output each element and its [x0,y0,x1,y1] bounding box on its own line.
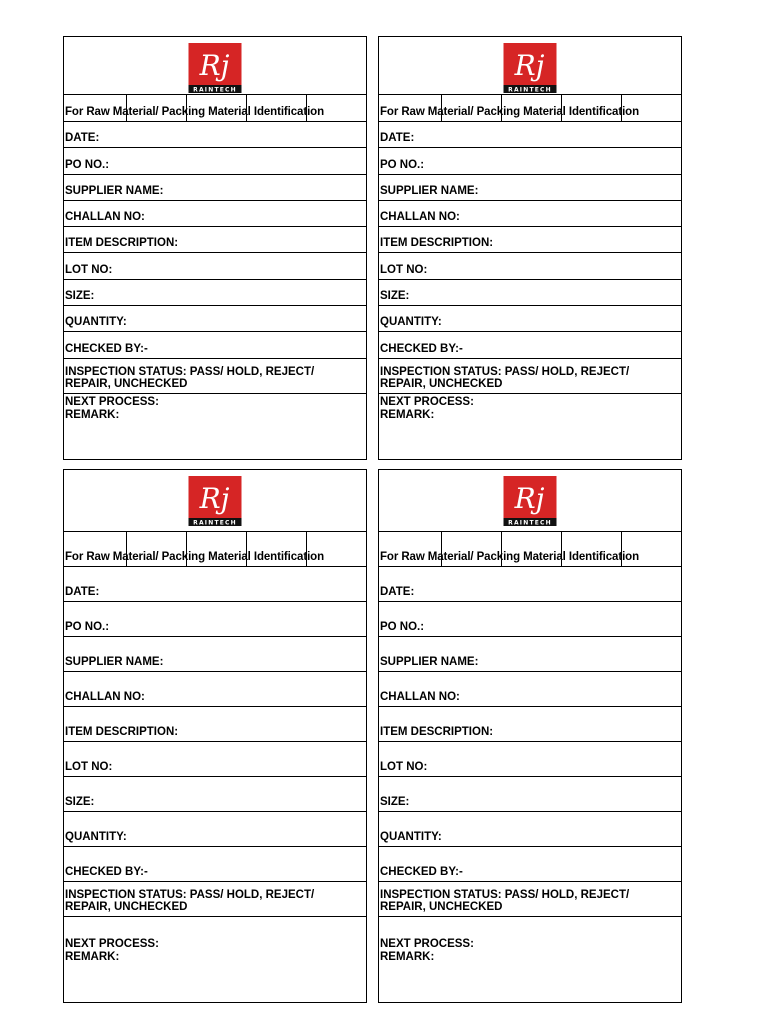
field-row[interactable] [64,175,366,201]
field-label: DATE: [380,132,415,145]
form-title-row [64,95,366,122]
field-row[interactable] [64,201,366,227]
field-row[interactable] [379,847,681,882]
field-label: ITEM DESCRIPTION: [65,237,179,250]
form-title-row [379,95,681,122]
field-label: SUPPLIER NAME: [380,656,479,668]
field-row[interactable] [64,306,366,332]
field-row[interactable] [64,847,366,882]
field-label: CHECKED BY:- [380,866,463,878]
field-row[interactable] [64,882,366,917]
field-row[interactable] [379,812,681,847]
field-row[interactable] [379,602,681,637]
field-row[interactable] [379,394,681,409]
field-row[interactable] [379,359,681,394]
field-row[interactable] [64,394,366,409]
field-label: DATE: [65,132,100,145]
field-label: NEXT PROCESS: [380,395,474,408]
field-label: NEXT PROCESS: [65,938,159,950]
field-label: ITEM DESCRIPTION: [65,726,179,738]
field-row[interactable] [379,175,681,201]
field-label: PO NO.: [65,621,110,633]
field-row[interactable] [64,707,366,742]
field-row[interactable] [379,148,681,174]
field-label: LOT NO: [65,761,113,773]
field-row[interactable] [379,253,681,279]
field-row[interactable] [64,742,366,777]
field-row[interactable] [379,672,681,707]
field-row[interactable] [379,280,681,306]
field-row[interactable] [64,253,366,279]
field-row[interactable] [64,280,366,306]
field-label: SUPPLIER NAME: [65,184,164,197]
logo-initials: Rj [199,482,230,515]
field-label: DATE: [65,586,100,598]
field-row[interactable] [379,122,681,148]
field-row[interactable] [379,332,681,358]
field-row[interactable] [379,201,681,227]
form-title: For Raw Material/ Packing Material Identification [65,106,325,118]
field-label: SIZE: [380,796,410,808]
form-title-row [379,532,681,567]
raintech-logo [504,476,557,526]
field-row[interactable] [379,742,681,777]
field-label: PO NO.: [380,621,425,633]
remark-area[interactable] [379,951,681,1004]
field-label: NEXT PROCESS: [380,938,474,950]
remark-area[interactable] [64,951,366,1004]
logo [189,43,242,98]
logo-brand: RAINTECH [193,86,237,93]
logo [504,476,557,531]
field-label: CHALLAN NO: [65,691,145,703]
field-label: INSPECTION STATUS: PASS/ HOLD, REJECT/ REPAIR, UNCHECKED [65,889,315,913]
field-row[interactable] [379,707,681,742]
field-row[interactable] [379,637,681,672]
field-row[interactable] [64,567,366,602]
field-label: ITEM DESCRIPTION: [380,237,494,250]
logo-initials: Rj [199,49,230,82]
form-title: For Raw Material/ Packing Material Identification [65,551,325,563]
field-label: ITEM DESCRIPTION: [380,726,494,738]
logo-cell [379,470,681,532]
remark-area[interactable] [379,409,681,461]
form-title: For Raw Material/ Packing Material Identification [380,106,640,118]
field-label: CHALLAN NO: [380,211,460,224]
logo-brand: RAINTECH [508,519,552,526]
remark-label: REMARK: [380,951,435,963]
field-row[interactable] [379,917,681,951]
field-row[interactable] [379,882,681,917]
field-label: SIZE: [380,290,410,303]
field-row[interactable] [64,602,366,637]
field-label: QUANTITY: [65,316,127,329]
form-title: For Raw Material/ Packing Material Identification [380,551,640,563]
field-label: SIZE: [65,796,95,808]
identification-label-card [63,36,367,460]
field-label: QUANTITY: [380,316,442,329]
field-label: CHALLAN NO: [65,211,145,224]
field-row[interactable] [379,227,681,253]
identification-label-card [378,469,682,1003]
field-label: LOT NO: [380,761,428,773]
logo [189,476,242,531]
field-row[interactable] [64,812,366,847]
field-row[interactable] [64,122,366,148]
logo-brand: RAINTECH [508,86,552,93]
field-label: SIZE: [65,290,95,303]
remark-label: REMARK: [380,408,435,421]
logo-cell [64,470,366,532]
logo-brand: RAINTECH [193,519,237,526]
logo-cell [379,37,681,95]
field-label: LOT NO: [65,263,113,276]
remark-label: REMARK: [65,408,120,421]
remark-label: REMARK: [65,951,120,963]
form-title-row [64,532,366,567]
field-row[interactable] [379,777,681,812]
field-label: QUANTITY: [380,831,442,843]
field-label: INSPECTION STATUS: PASS/ HOLD, REJECT/ REPAIR, UNCHECKED [380,889,630,913]
identification-label-card [63,469,367,1003]
field-row[interactable] [64,672,366,707]
field-label: LOT NO: [380,263,428,276]
field-label: DATE: [380,586,415,598]
field-label: INSPECTION STATUS: PASS/ HOLD, REJECT/ REPAIR, UNCHECKED [65,365,315,390]
field-row[interactable] [64,359,366,394]
field-label: CHECKED BY:- [65,342,148,355]
field-label: SUPPLIER NAME: [65,656,164,668]
field-row[interactable] [64,777,366,812]
logo-initials: Rj [514,49,545,82]
field-label: SUPPLIER NAME: [380,184,479,197]
field-row[interactable] [64,227,366,253]
logo [504,43,557,98]
logo-initials: Rj [514,482,545,515]
field-row[interactable] [64,917,366,951]
field-label: INSPECTION STATUS: PASS/ HOLD, REJECT/ REPAIR, UNCHECKED [380,365,630,390]
field-row[interactable] [64,332,366,358]
field-label: CHALLAN NO: [380,691,460,703]
raintech-logo [189,43,242,93]
raintech-logo [504,43,557,93]
raintech-logo [189,476,242,526]
field-label: CHECKED BY:- [380,342,463,355]
field-row[interactable] [379,567,681,602]
field-label: PO NO.: [380,158,425,171]
field-row[interactable] [64,637,366,672]
field-label: CHECKED BY:- [65,866,148,878]
field-row[interactable] [379,306,681,332]
field-label: PO NO.: [65,158,110,171]
remark-area[interactable] [64,409,366,461]
field-label: NEXT PROCESS: [65,395,159,408]
field-label: QUANTITY: [65,831,127,843]
logo-cell [64,37,366,95]
identification-label-card [378,36,682,460]
field-row[interactable] [64,148,366,174]
